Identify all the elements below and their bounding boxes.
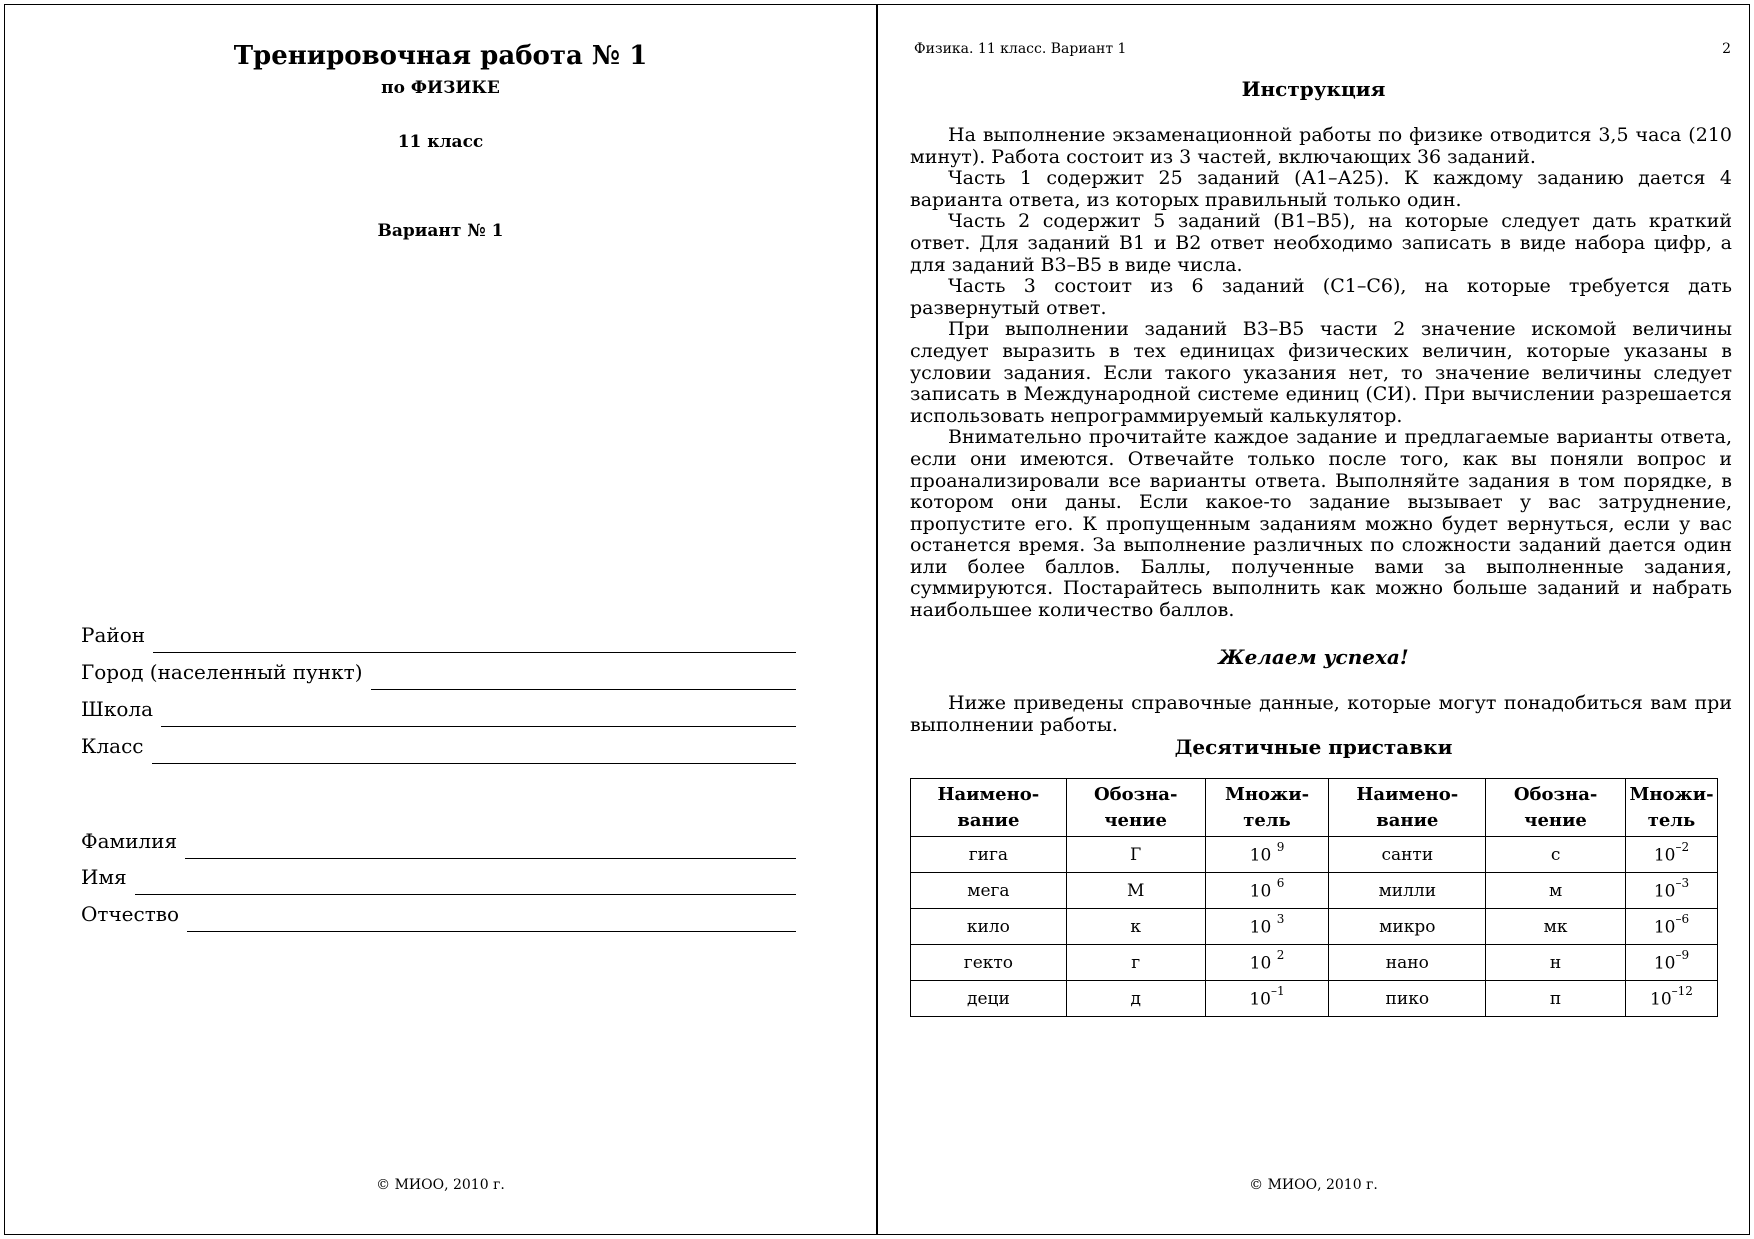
- column-header: Множи- тель: [1625, 779, 1717, 837]
- prefix-name: нано: [1329, 945, 1486, 981]
- fill-line[interactable]: [187, 917, 796, 932]
- fill-line[interactable]: [185, 844, 796, 859]
- prefix-factor: $10^{-12}$: [1625, 981, 1717, 1017]
- table-header-row: [911, 779, 1718, 837]
- prefix-symbol: м: [1486, 873, 1626, 909]
- prefix-factor: 10 $^2$: [1205, 945, 1329, 981]
- prefix-factor: 10 $^9$: [1205, 837, 1329, 873]
- table-row: [911, 981, 1718, 1017]
- field-label: Школа: [81, 697, 153, 721]
- table-title: Десятичные приставки: [1174, 735, 1453, 759]
- paragraph: Внимательно прочитайте каждое задание и предлагаемые варианты ответа, если они имеются. Отвечайте только после того, как вы поняли вопрос и проанализировали все варианты ответа. Выполняйте задания в том порядке, в котором они даны. Если какое-то задание вызывает у вас затруднение, пропустите его. К пропущенным заданиям можно будет вернуться, если у вас останется время. За выполнение различных по сложности заданий дается один или более баллов. Баллы, полученные вами за выполненные задания, суммируются. Постарайтесь выполнить как можно больше заданий и набрать наибольшее количество баллов.: [910, 426, 1732, 622]
- paragraph: На выполнение экзаменационной работы по физике отводится 3,5 часа (210 минут). Работа состоит из 3 частей, включающих 36 заданий.: [910, 124, 1732, 168]
- copyright-footer: © МИОО, 2010 г.: [376, 1177, 505, 1193]
- field-patronymic[interactable]: [81, 902, 796, 926]
- prefix-factor: $10^{-1}$: [1205, 981, 1329, 1017]
- prefix-symbol: Г: [1066, 837, 1205, 873]
- prefix-factor: $10^{-6}$: [1625, 909, 1717, 945]
- paragraph: Ниже приведены справочные данные, которые могут понадобиться вам при выполнении работы.: [910, 692, 1732, 736]
- prefix-factor: $10^{-9}$: [1625, 945, 1717, 981]
- prefix-symbol: г: [1066, 945, 1205, 981]
- paragraph: Часть 2 содержит 5 заданий (В1–В5), на которые следует дать краткий ответ. Для заданий В1 и В2 ответ необходимо записать в виде набора цифр, а для заданий В3–В5 в виде числа.: [910, 210, 1732, 276]
- field-school[interactable]: [81, 697, 796, 721]
- reference-intro: [910, 693, 1732, 736]
- paragraph: Часть 3 состоит из 6 заданий (С1–С6), на которые требуется дать развернутый ответ.: [910, 275, 1732, 319]
- field-label: Класс: [81, 734, 144, 758]
- prefix-symbol: М: [1066, 873, 1205, 909]
- field-surname[interactable]: [81, 829, 796, 853]
- good-luck-wish: Желаем успеха!: [1218, 645, 1409, 669]
- prefix-name: гига: [911, 837, 1067, 873]
- prefix-name: санти: [1329, 837, 1486, 873]
- paragraph: При выполнении заданий В3–В5 части 2 значение искомой величины следует выразить в тех единицах физических величин, которые указаны в условии задания. Если такого указания нет, то значение величины следует записать в Международной системе единиц (СИ). При вычислении разрешается использовать непрограммируемый калькулятор.: [910, 318, 1732, 427]
- prefix-name: милли: [1329, 873, 1486, 909]
- instruction-page: [877, 4, 1750, 1235]
- field-label: Имя: [81, 865, 127, 889]
- field-first-name[interactable]: [81, 865, 796, 889]
- field-label: Отчество: [81, 902, 180, 926]
- prefix-name: кило: [911, 909, 1067, 945]
- prefix-factor: $10^{-3}$: [1625, 873, 1717, 909]
- field-label: Город (населенный пункт): [81, 660, 363, 684]
- column-header: Обозна- чение: [1486, 779, 1626, 837]
- prefix-symbol: с: [1486, 837, 1626, 873]
- field-label: Район: [81, 623, 146, 647]
- column-header: Наимено- вание: [911, 779, 1067, 837]
- prefix-symbol: мк: [1486, 909, 1626, 945]
- prefix-name: микро: [1329, 909, 1486, 945]
- field-label: Фамилия: [81, 829, 178, 853]
- prefix-symbol: д: [1066, 981, 1205, 1017]
- page-number: 2: [1722, 41, 1731, 57]
- instruction-title: Инструкция: [1241, 77, 1386, 101]
- running-header: Физика. 11 класс. Вариант 1: [914, 41, 1127, 57]
- column-header: Обозна- чение: [1066, 779, 1205, 837]
- paragraph: Часть 1 содержит 25 заданий (А1–А25). К каждому заданию дается 4 варианта ответа, из которых правильный только один.: [910, 167, 1732, 211]
- document-title: Тренировочная работа № 1: [233, 41, 648, 71]
- fill-line[interactable]: [371, 675, 797, 690]
- field-class[interactable]: [81, 734, 796, 758]
- field-district[interactable]: [81, 623, 796, 647]
- fill-line[interactable]: [135, 880, 796, 895]
- table-row: [911, 909, 1718, 945]
- prefix-name: пико: [1329, 981, 1486, 1017]
- column-header: Множи- тель: [1205, 779, 1329, 837]
- column-header: Наимено- вание: [1329, 779, 1486, 837]
- prefix-symbol: к: [1066, 909, 1205, 945]
- fill-line[interactable]: [153, 638, 796, 653]
- prefix-symbol: п: [1486, 981, 1626, 1017]
- prefix-name: деци: [911, 981, 1067, 1017]
- decimal-prefix-table: [910, 778, 1718, 1017]
- prefix-symbol: н: [1486, 945, 1626, 981]
- subject-label: по ФИЗИКЕ: [381, 78, 500, 98]
- prefix-name: мега: [911, 873, 1067, 909]
- table-row: [911, 837, 1718, 873]
- grade-label: 11 класс: [397, 132, 484, 152]
- prefix-factor: $10^{-2}$: [1625, 837, 1717, 873]
- fill-line[interactable]: [161, 712, 796, 727]
- prefix-factor: 10 $^6$: [1205, 873, 1329, 909]
- title-page: [4, 4, 877, 1235]
- variant-label: Вариант № 1: [377, 221, 504, 241]
- prefix-name: гекто: [911, 945, 1067, 981]
- copyright-footer: © МИОО, 2010 г.: [1249, 1177, 1378, 1193]
- prefix-factor: 10 $^3$: [1205, 909, 1329, 945]
- field-city[interactable]: [81, 660, 796, 684]
- table-row: [911, 945, 1718, 981]
- fill-line[interactable]: [152, 749, 796, 764]
- instruction-body: [910, 125, 1732, 622]
- table-row: [911, 873, 1718, 909]
